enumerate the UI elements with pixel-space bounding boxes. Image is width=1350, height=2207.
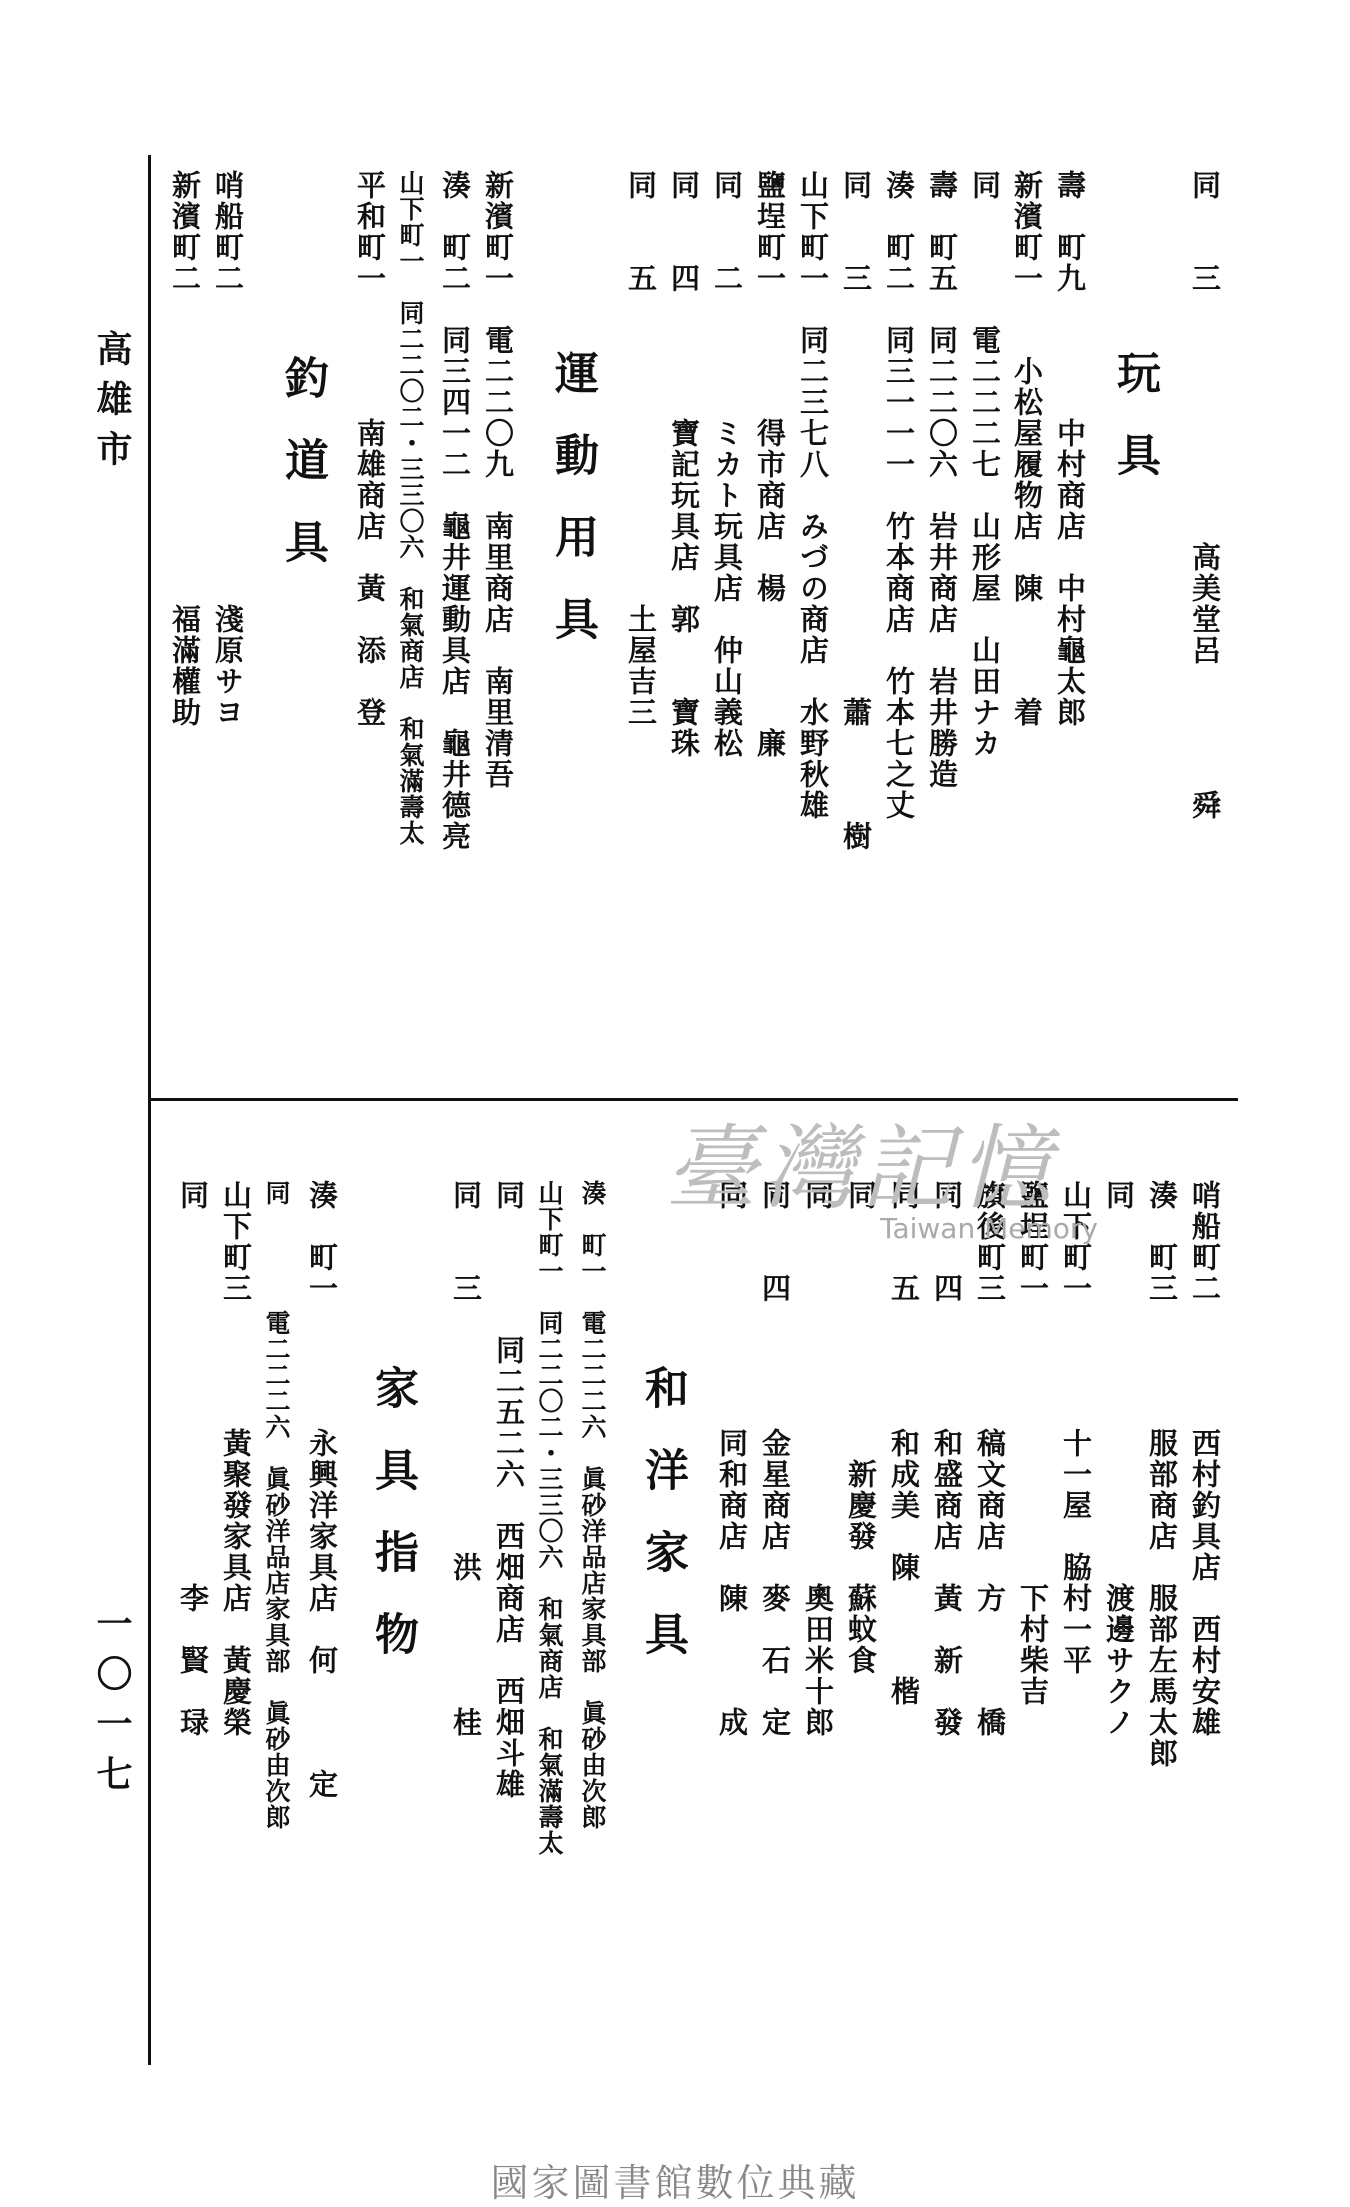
entry-row: 鹽埕町一 得市商店 楊 廉 (753, 170, 787, 759)
heading-sports: 運動用具 (547, 350, 598, 678)
entry-row: 旗後町三 稿文商店 方 橋 (973, 1180, 1007, 1738)
archive-credit: 國家圖書館數位典藏 (490, 2161, 860, 2205)
running-header-city: 高雄市 (91, 330, 133, 480)
watermark-logo: 臺灣記憶 (665, 1115, 1058, 1222)
entry-row: 同 渡邊サクノ (1102, 1180, 1136, 1738)
entry-row: 湊 町三 服部商店 服部左馬太郎 (1145, 1180, 1179, 1769)
entry-row: 同 奧田米十郎 (801, 1180, 835, 1738)
entry-row: 山下町一 同二二〇二・三三〇六 和氣商店 和氣滿壽太 (535, 1180, 564, 1856)
page-number: 一〇一七 (91, 1605, 133, 1805)
entry-row: 山下町一 十一屋 脇村一平 (1059, 1180, 1093, 1676)
entry-row: 平和町一 南雄商店 黃 添 登 (353, 170, 387, 728)
entry-row: 山下町一 同二三七八 みづの商店 水野秋雄 (796, 170, 830, 821)
watermark-subtitle: Taiwan Memory (880, 1212, 1098, 1245)
entry-row: 同 同二五二六 西畑商店 西畑斗雄 (492, 1180, 526, 1800)
entry-row: 新濱町一 小松屋履物店 陳 着 (1010, 170, 1044, 728)
heading-western-furniture: 和洋家具 (637, 1365, 688, 1693)
entry-row: 同 電二二二七 山形屋 山田ナカ (968, 170, 1002, 759)
entry-row: 同 電二二二六 眞砂洋品店家具部 眞砂由次郎 (262, 1180, 291, 1830)
entry-row: 同 李 賢 琭 (176, 1180, 210, 1738)
entry-row: 鹽埕町一 下村柴吉 (1016, 1180, 1050, 1707)
entry-row: 同 四 金星商店 麥 石 定 (758, 1180, 792, 1738)
entry-row: 同 新慶發 蘇蚊食 (844, 1180, 878, 1676)
entry-row: 同 五 土屋吉三 (624, 170, 658, 728)
entry-row: 同 五 和成美 陳 楷 (887, 1180, 921, 1707)
entry-row: 湊 町二 同三一一一 竹本商店 竹本七之丈 (882, 170, 916, 821)
entry-row: 同 三 高美堂呂 舜 (1188, 170, 1222, 821)
entry-row: 壽 町五 同二二〇六 岩井商店 岩井勝造 (925, 170, 959, 790)
entry-row: 同 三 洪 桂 (449, 1180, 483, 1738)
entry-row: 哨船町二 淺原サヨ (211, 170, 245, 728)
entry-row: 湊 町二 同三四一二 龜井運動具店 龜井德亮 (438, 170, 472, 852)
heading-toys: 玩具 (1109, 350, 1160, 514)
entry-row: 哨船町二 西村釣具店 西村安雄 (1188, 1180, 1222, 1738)
entry-row: 山下町一 同二二〇二・三三〇六 和氣商店 和氣滿壽太 (396, 170, 425, 846)
entry-row: 新濱町一 電二二〇九 南里商店 南里清吾 (481, 170, 515, 790)
entry-row: 同 三 蕭 樹 (839, 170, 873, 852)
heading-cabinetry: 家具指物 (367, 1365, 418, 1693)
entry-row: 新濱町二 福滿權助 (168, 170, 202, 728)
entry-row: 湊 町一 電二二二六 眞砂洋品店家具部 眞砂由次郎 (578, 1180, 607, 1830)
heading-fishing: 釣道具 (277, 355, 328, 601)
left-rule (148, 155, 151, 2065)
entry-row: 同 二 ミカト玩具店 仲山義松 (710, 170, 744, 759)
entry-row: 山下町三 黃聚發家具店 黃慶榮 (219, 1180, 253, 1738)
entry-row: 同 同和商店 陳 成 (715, 1180, 749, 1738)
entry-row: 壽 町九 中村商店 中村龜太郎 (1053, 170, 1087, 728)
entry-row: 同 四 和盛商店 黃 新 發 (930, 1180, 964, 1738)
entry-row: 湊 町一 永興洋家具店 何 定 (305, 1180, 339, 1800)
entry-row: 同 四 寶記玩具店 郭 寶珠 (667, 170, 701, 759)
